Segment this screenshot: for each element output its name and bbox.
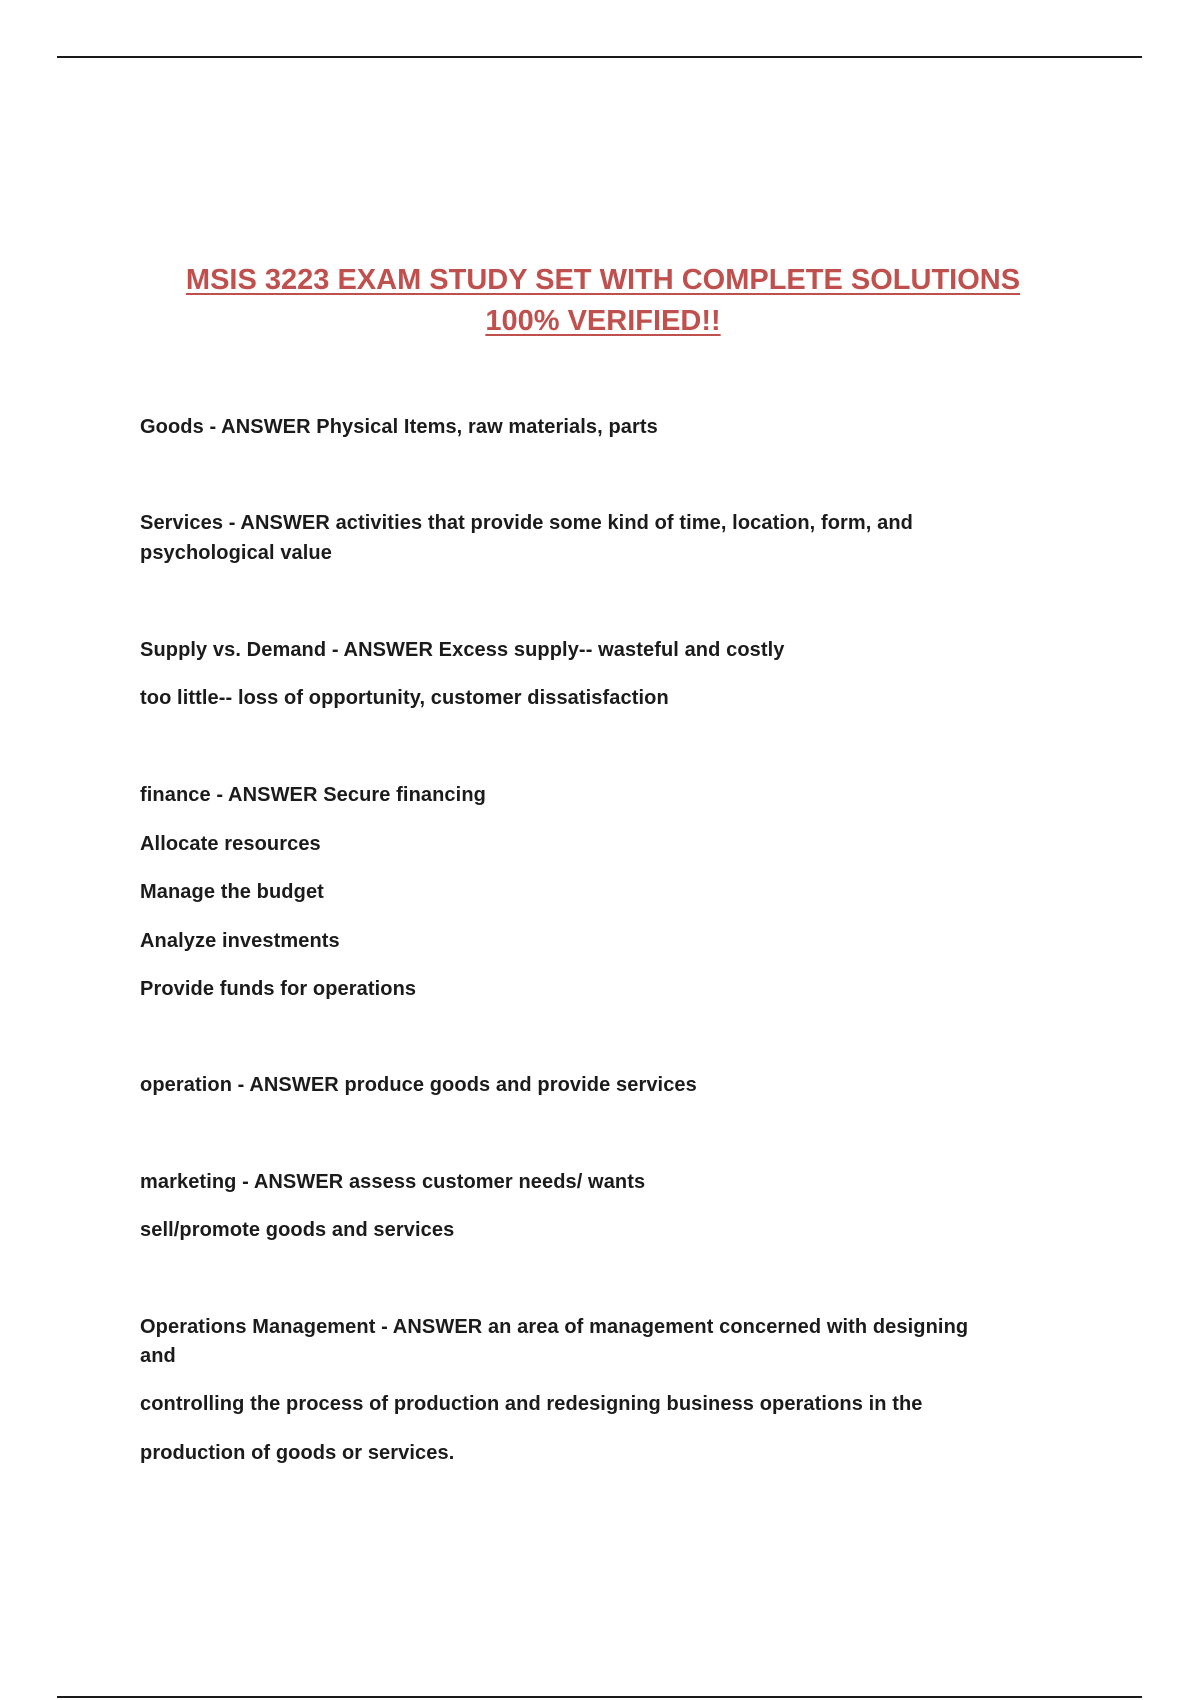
qa-line: finance - ANSWER Secure financing xyxy=(140,784,486,806)
qa-line: production of goods or services. xyxy=(140,1442,455,1464)
qa-line: Provide funds for operations xyxy=(140,978,417,1000)
qa-line: too little-- loss of opportunity, customer dissatisfaction xyxy=(140,687,669,709)
qa-line: sell/promote goods and services xyxy=(140,1219,455,1241)
title-line-2: 100% VERIFIED!! xyxy=(485,305,721,337)
qa-line: Manage the budget xyxy=(140,881,324,903)
top-rule xyxy=(57,56,1142,58)
title-line-1: MSIS 3223 EXAM STUDY SET WITH COMPLETE SOLUTIONS xyxy=(185,264,1021,296)
qa-line: marketing - ANSWER assess customer needs/ wants xyxy=(140,1171,646,1193)
qa-line: controlling the process of production and redesigning business operations in the xyxy=(140,1393,923,1415)
bottom-rule xyxy=(57,1696,1142,1698)
qa-line: psychological value xyxy=(140,542,332,564)
qa-line: Operations Management - ANSWER an area of management concerned with designing xyxy=(140,1316,969,1338)
qa-line: Goods - ANSWER Physical Items, raw materials, parts xyxy=(140,416,658,438)
qa-line: Analyze investments xyxy=(140,930,340,952)
qa-line: Allocate resources xyxy=(140,833,321,855)
qa-line: operation - ANSWER produce goods and provide services xyxy=(140,1074,697,1096)
qa-line: Supply vs. Demand - ANSWER Excess supply-- wasteful and costly xyxy=(140,639,785,661)
document-title xyxy=(0,260,1200,342)
qa-line: and xyxy=(140,1345,176,1367)
qa-line: Services - ANSWER activities that provide some kind of time, location, form, and xyxy=(140,512,913,534)
